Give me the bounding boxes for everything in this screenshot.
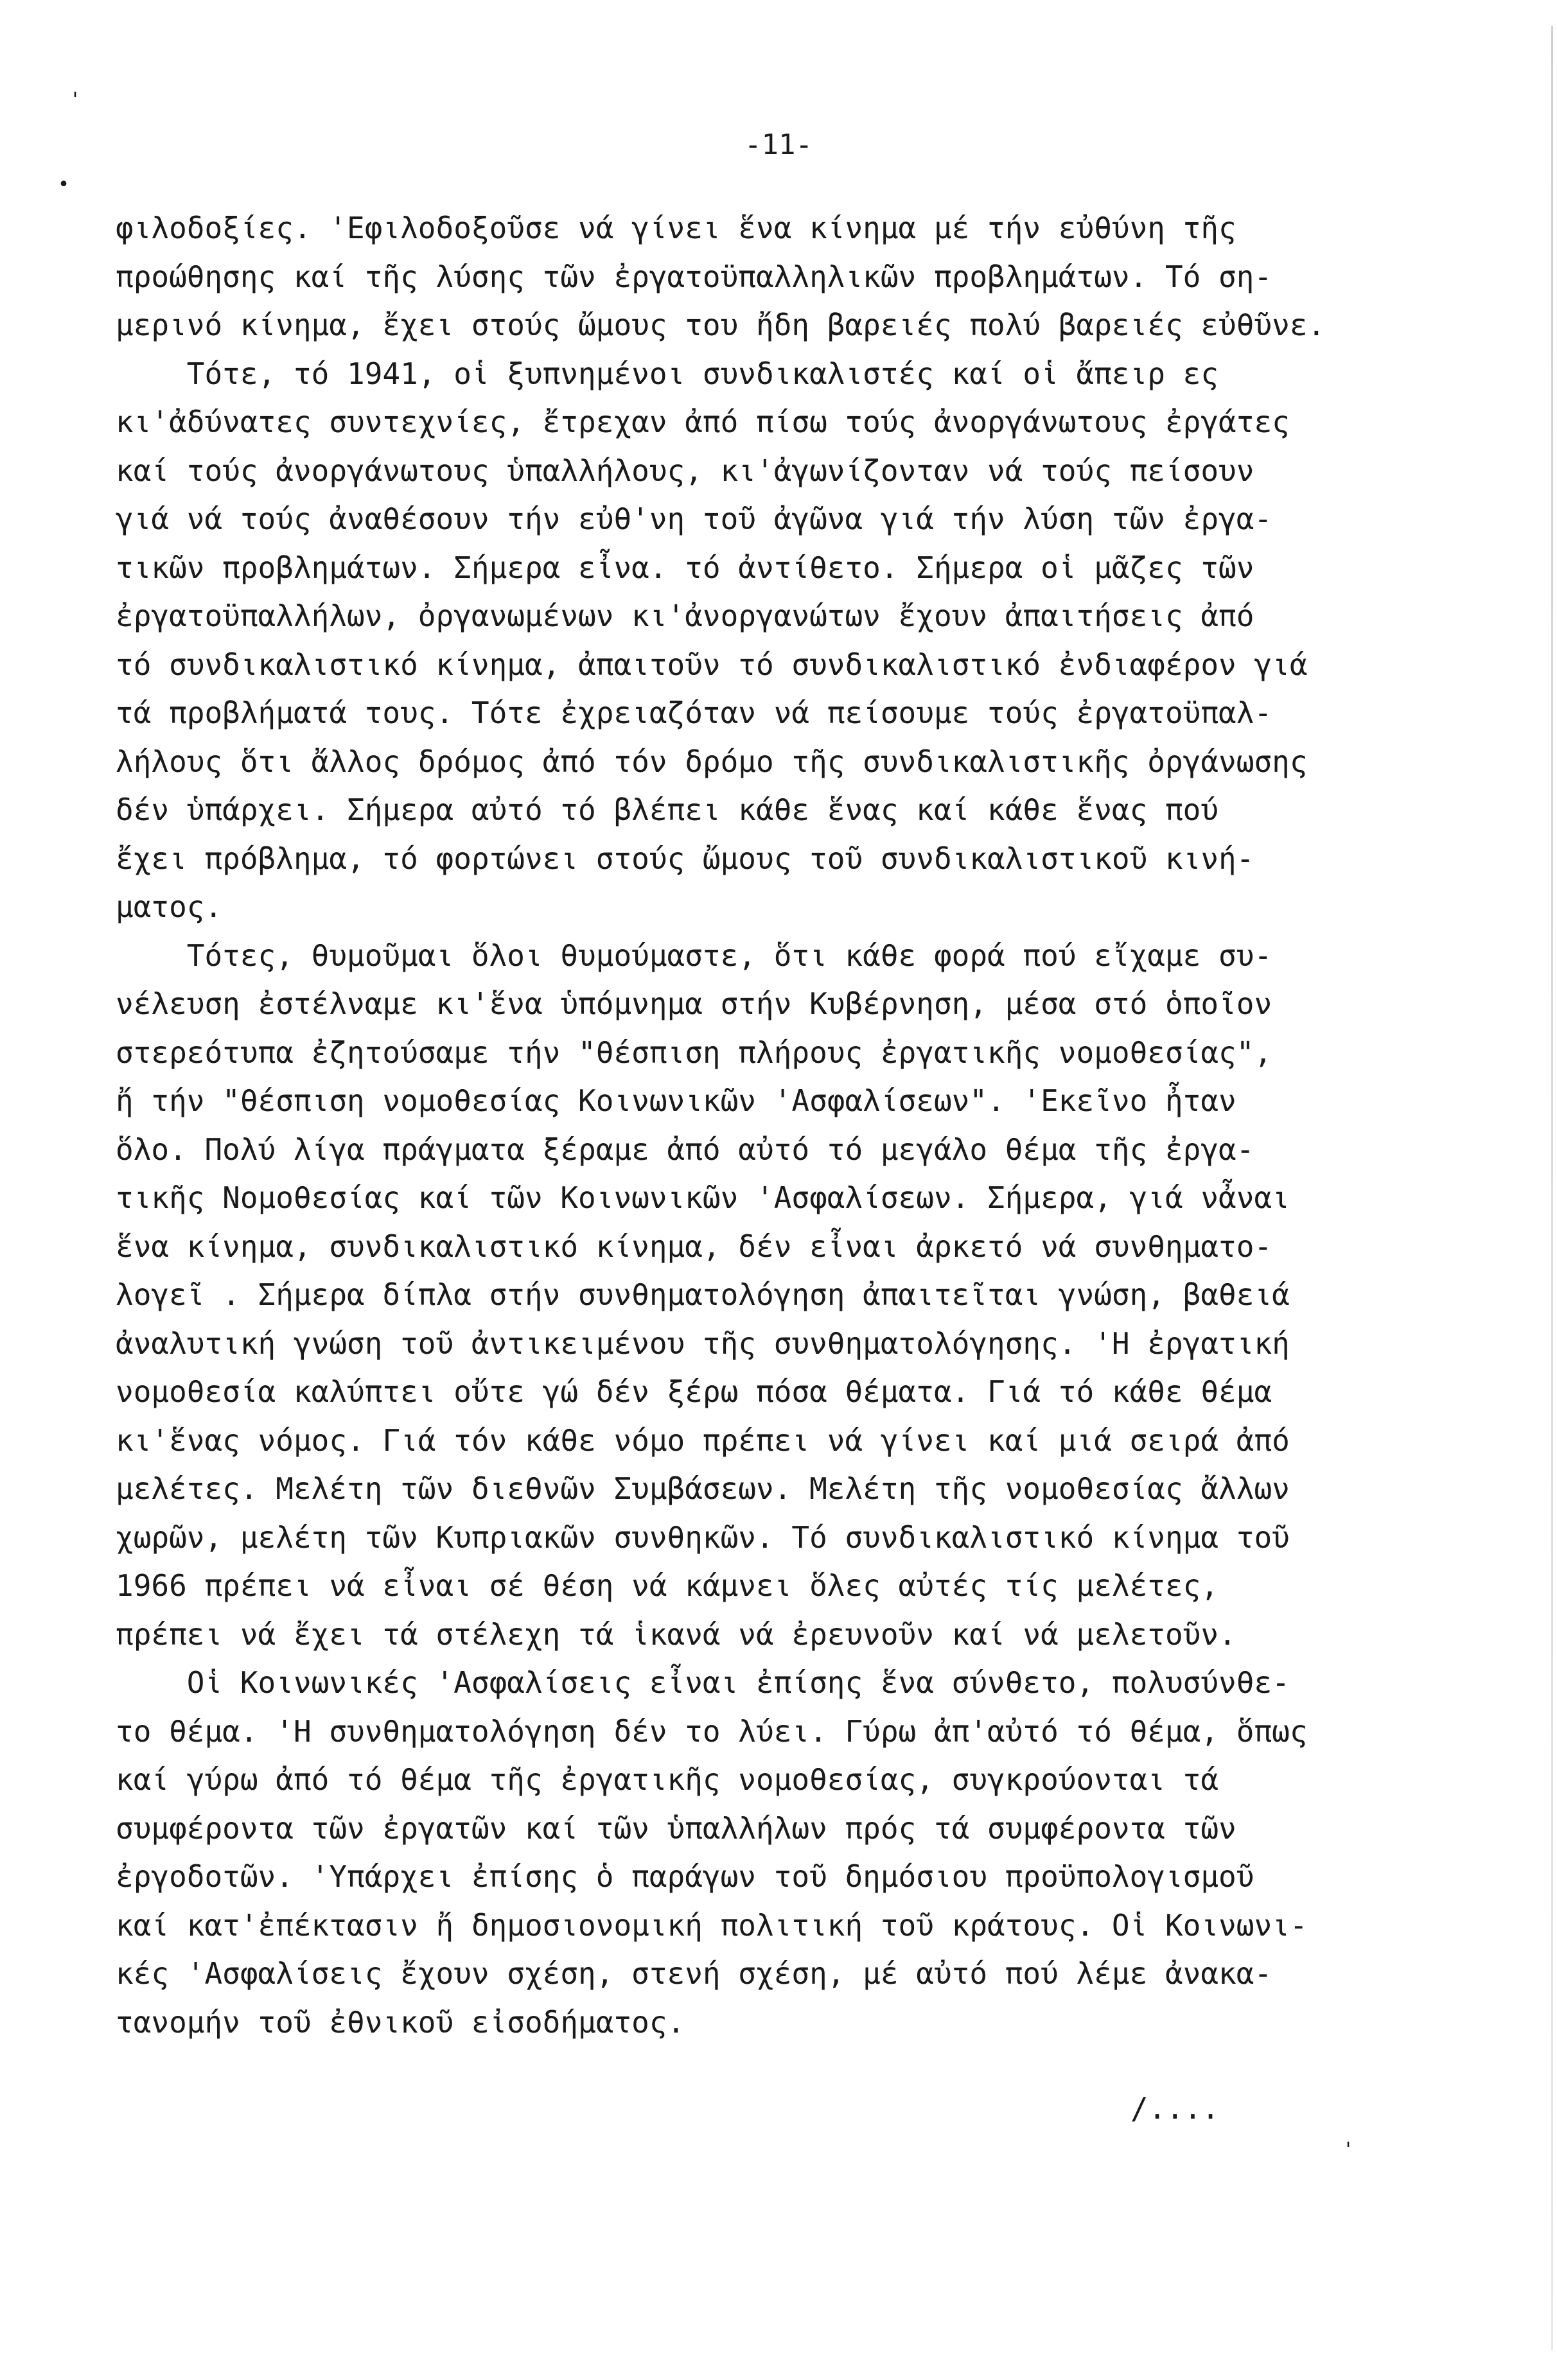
body-text: [116, 204, 1477, 2047]
text-line: ἀναλυτική γνώση τοῦ ἀντικειμένου τῆς συνθηματολόγησης. 'Η ἐργατική: [116, 1326, 1290, 1361]
text-line: μερινό κίνημα, ἔχει στούς ὤμους του ἤδη βαρειές πολύ βαρειές εὐθῦνε.: [116, 308, 1326, 342]
text-line: κές 'Ασφαλίσεις ἔχουν σχέση, στενή σχέση, μέ αὐτό πού λέμε ἀνακα-: [116, 1956, 1272, 1991]
text-line: ματος.: [116, 889, 223, 924]
text-line: γιά νά τούς ἀναθέσουν τήν εὐθ'νη τοῦ ἀγῶνα γιά τήν λύση τῶν ἐργα-: [116, 502, 1272, 536]
text-line: ἤ τήν "θέσπιση νομοθεσίας Κοινωνικῶν 'Ασφαλίσεων". 'Εκεῖνο ἦταν: [116, 1083, 1236, 1118]
text-line: κι'ἀδύνατες συντεχνίες, ἔτρεχαν ἀπό πίσω τούς ἀνοργάνωτους ἐργάτες: [116, 405, 1290, 439]
text-line: 1966 πρέπει νά εἶναι σέ θέση νά κάμνει ὅλες αὐτές τίς μελέτες,: [116, 1568, 1219, 1603]
text-line: κι'ἕνας νόμος. Γιά τόν κάθε νόμο πρέπει νά γίνει καί μιά σειρά ἀπό: [116, 1422, 1290, 1458]
text-line: τικῆς Νομοθεσίας καί τῶν Κοινωνικῶν 'Ασφαλίσεων. Σήμερα, γιά νἆναι: [116, 1180, 1290, 1215]
text-line: τανομήν τοῦ ἐθνικοῦ εἰσοδήματος.: [116, 2004, 685, 2040]
text-line: λήλους ὅτι ἄλλος δρόμος ἀπό τόν δρόμο τῆς συνδικαλιστικῆς ὀργάνωσης: [116, 744, 1308, 779]
text-line: Οἱ Κοινωνικές 'Ασφαλίσεις εἶναι ἐπίσης ἕνα σύνθετο, πολυσύνθε-: [116, 1665, 1290, 1700]
text-line: τικῶν προβλημάτων. Σήμερα εἶνα. τό ἀντίθετο. Σήμερα οἱ μᾶζες τῶν: [116, 550, 1254, 585]
page-number: -11-: [744, 128, 813, 161]
text-line: τό συνδικαλιστικό κίνημα, ἀπαιτοῦν τό συνδικαλιστικό ἐνδιαφέρον γιά: [116, 647, 1308, 682]
text-line: χωρῶν, μελέτη τῶν Κυπριακῶν συνθηκῶν. Τό συνδικαλιστικό κίνημα τοῦ: [116, 1519, 1290, 1555]
text-line: πρέπει νά ἔχει τά στέλεχη τά ἱκανά νά ἐρευνοῦν καί νά μελετοῦν.: [116, 1616, 1236, 1652]
scan-edge-line: [1551, 26, 1553, 2350]
continuation-mark: /....: [1130, 2091, 1220, 2126]
text-line: ἐργοδοτῶν. 'Υπάρχει ἐπίσης ὁ παράγων τοῦ δημόσιου προϋπολογισμοῦ: [116, 1859, 1254, 1894]
text-line: Τότε, τό 1941, οἱ ξυπνημένοι συνδικαλιστές καί οἱ ἄπειρ ες: [116, 356, 1219, 391]
text-line: ἕνα κίνημα, συνδικαλιστικό κίνημα, δέν εἶναι ἀρκετό νά συνθηματο-: [116, 1229, 1272, 1264]
text-line: καί τούς ἀνοργάνωτους ὑπαλλήλους, κι'ἀγωνίζονταν νά τούς πείσουν: [116, 453, 1254, 488]
text-line: ὅλο. Πολύ λίγα πράγματα ξέραμε ἀπό αὐτό τό μεγάλο θέμα τῆς ἐργα-: [116, 1132, 1254, 1167]
scan-speck: ': [1342, 2139, 1355, 2161]
text-line: καί κατ'ἐπέκτασιν ἤ δημοσιονομική πολιτική τοῦ κράτους. Οἱ Κοινωνι-: [116, 1907, 1308, 1943]
text-line: νέλευση ἐστέλναμε κι'ἕνα ὑπόμνημα στήν Κυβέρνηση, μέσα στό ὁποῖον: [116, 986, 1272, 1021]
text-line: μελέτες. Μελέτη τῶν διεθνῶν Συμβάσεων. Μελέτη τῆς νομοθεσίας ἄλλων: [116, 1471, 1290, 1506]
text-line: τά προβλήματά τους. Τότε ἐχρειαζόταν νά πείσουμε τούς ἐργατοϋπαλ-: [116, 696, 1272, 730]
text-line: συμφέροντα τῶν ἐργατῶν καί τῶν ὑπαλλήλων πρός τά συμφέροντα τῶν: [116, 1810, 1236, 1846]
text-line: προώθησης καί τῆς λύσης τῶν ἐργατοϋπαλληλικῶν προβλημάτων. Τό ση-: [116, 259, 1272, 294]
text-line: φιλοδοξίες. 'Εφιλοδοξοῦσε νά γίνει ἕνα κίνημα μέ τήν εὐθύνη τῆς: [116, 211, 1236, 245]
text-line: νομοθεσία καλύπτει οὔτε γώ δέν ξέρω πόσα θέματα. Γιά τό κάθε θέμα: [116, 1374, 1272, 1409]
text-line: δέν ὑπάρχει. Σήμερα αὐτό τό βλέπει κάθε ἕνας καί κάθε ἕνας πού: [116, 792, 1219, 827]
scan-speck: ': [69, 89, 82, 111]
text-line: ἐργατοϋπαλλήλων, ὀργανωμένων κι'ἀνοργανώτων ἔχουν ἀπαιτήσεις ἀπό: [116, 599, 1254, 633]
text-line: το θέμα. 'Η συνθηματολόγηση δέν το λύει. Γύρω ἀπ'αὐτό τό θέμα, ὅπως: [116, 1713, 1308, 1749]
scan-speck: •: [58, 173, 70, 196]
text-line: Τότες, θυμοῦμαι ὅλοι θυμούμαστε, ὅτι κάθε φορά πού εἴχαμε συ-: [116, 938, 1272, 973]
text-line: καί γύρω ἀπό τό θέμα τῆς ἐργατικῆς νομοθεσίας, συγκρούονται τά: [116, 1762, 1219, 1797]
text-line: ἔχει πρόβλημα, τό φορτώνει στούς ὤμους τοῦ συνδικαλιστικοῦ κινή-: [116, 841, 1254, 876]
text-line: στερεότυπα ἐζητούσαμε τήν "θέσπιση πλήρους ἐργατικῆς νομοθεσίας",: [116, 1035, 1272, 1070]
text-line: λογεῖ . Σήμερα δίπλα στήν συνθηματολόγηση ἀπαιτεῖται γνώση, βαθειά: [116, 1277, 1290, 1312]
